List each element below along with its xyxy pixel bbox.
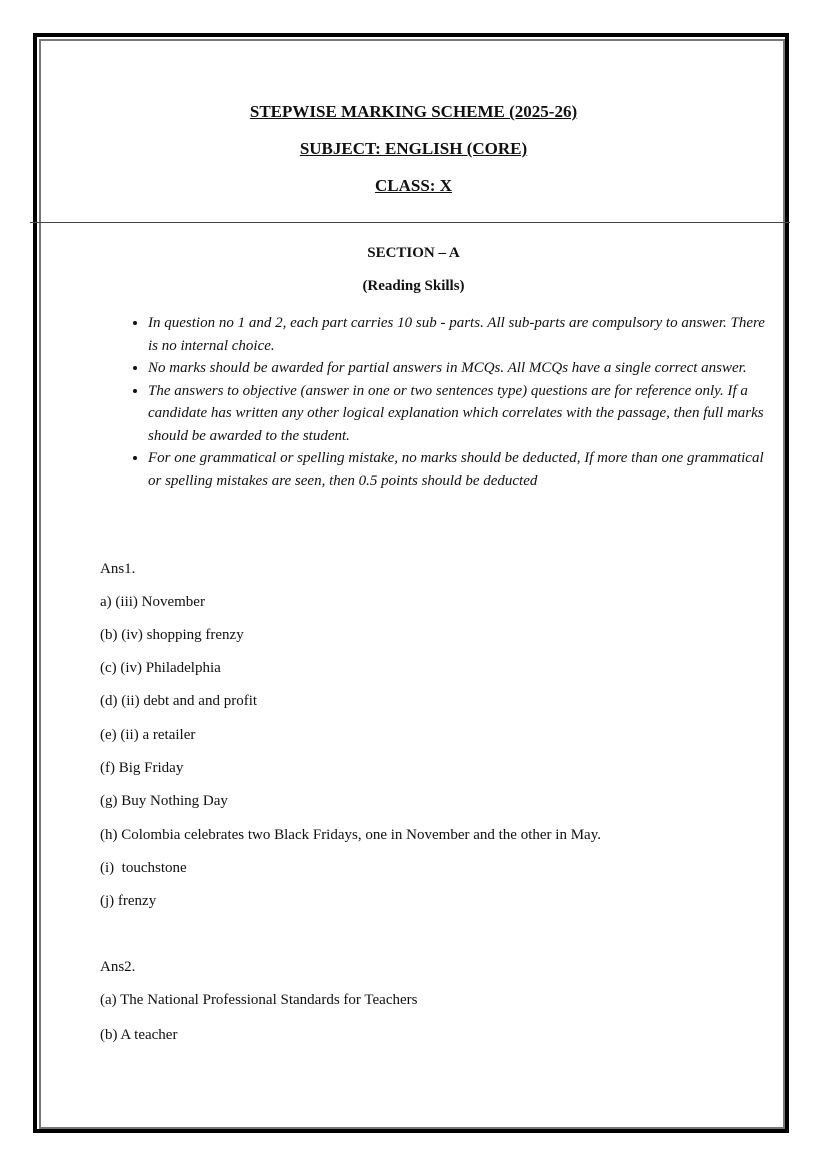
subject-heading: SUBJECT: ENGLISH (CORE) [299,139,528,158]
section-subtitle: (Reading Skills) [362,278,465,294]
header-divider [30,222,790,223]
answer-line: (a) The National Professional Standards for Teachers [100,992,418,1008]
answer-line: (i) touchstone [100,860,187,876]
section-heading: SECTION – A [367,245,460,261]
note-item: • For one grammatical or spelling mistake, no marks should be deducted, If more than one grammatical or spelling mistakes are seen, then 0.5 points should be deducted [148,447,768,492]
answer-line: (c) (iv) Philadelphia [100,660,221,676]
marking-notes [108,312,768,492]
answer-line: (b) (iv) shopping frenzy [100,627,244,643]
page-border-inner [39,39,785,1129]
answer-line: (b) A teacher [100,1027,178,1043]
answer-line: (h) Colombia celebrates two Black Fridays, one in November and the other in May. [100,827,601,843]
class-heading: CLASS: X [375,176,452,195]
answer-line: (g) Buy Nothing Day [100,793,228,809]
answer-line: (f) Big Friday [100,760,184,776]
note-item: • In question no 1 and 2, each part carries 10 sub - parts. All sub-parts are compulsory to answer. There is no internal choice. [148,312,768,357]
answer-line: (j) frenzy [100,893,157,909]
ans1-label: Ans1. [100,561,136,577]
ans2-label: Ans2. [100,959,136,975]
note-item: • The answers to objective (answer in one or two sentences type) questions are for reference only. If a candidate has written any other logical explanation which correlates with the passage, then full marks should be awarded to the student. [148,380,768,448]
answer-line: (d) (ii) debt and and profit [100,693,258,709]
note-item: • No marks should be awarded for partial answers in MCQs. All MCQs have a single correct answer. [148,357,768,380]
document-title: STEPWISE MARKING SCHEME (2025-26) [249,102,578,121]
answer-line: a) (iii) November [100,594,205,610]
answer-line: (e) (ii) a retailer [100,727,196,743]
